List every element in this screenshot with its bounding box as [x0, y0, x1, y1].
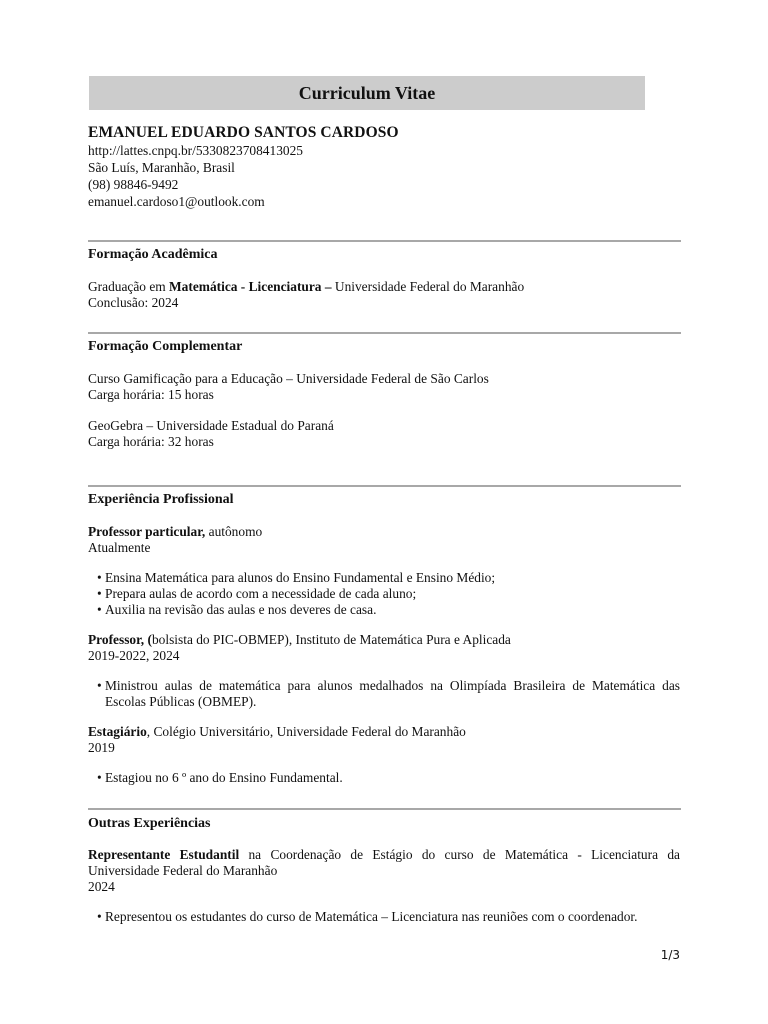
section-title-experiencia: Experiência Profissional [88, 492, 234, 507]
job-bullet: • Ensina Matemática para alunos do Ensino Fundamental e Ensino Médio; [88, 570, 680, 586]
section-title-formacao-complementar: Formação Complementar [88, 339, 243, 354]
job-header [88, 724, 680, 740]
degree-line [88, 279, 680, 295]
degree-institution: Universidade Federal do Maranhão [331, 279, 525, 294]
title-bar [89, 76, 645, 110]
job-bullet: • Estagiou no 6 º ano do Ensino Fundamental. [88, 770, 680, 786]
other-role: Representante Estudantil [88, 847, 240, 862]
other-detail: na Coordenação de Estágio do curso de Matemática - Licenciatura da Universidade Federal do Maranhão [88, 847, 680, 878]
course-item [88, 371, 680, 403]
person-name: EMANUEL EDUARDO SANTOS CARDOSO [88, 124, 399, 141]
degree-prefix: Graduação em [88, 279, 170, 294]
course-title: Curso Gamificação para a Educação – Universidade Federal de São Carlos [88, 371, 489, 386]
job-period: 2019-2022, 2024 [88, 648, 180, 663]
document-title: Curriculum Vitae [298, 82, 436, 103]
job-bullets [88, 678, 680, 710]
job-bullets [88, 770, 680, 786]
job-role: Professor, ( [88, 632, 152, 647]
job-period: 2019 [88, 740, 115, 755]
contact-block [88, 124, 680, 210]
job-period: Atualmente [88, 540, 151, 555]
job-role: Estagiário [88, 724, 147, 739]
job-role: Professor particular, [88, 524, 206, 539]
course-item [88, 418, 680, 450]
job-detail: bolsista do PIC-OBMEP), Instituto de Matemática Pura e Aplicada [151, 632, 511, 647]
job-entry [88, 524, 680, 618]
phone: (98) 98846-9492 [88, 177, 179, 192]
section-divider [88, 485, 681, 487]
job-detail: , Colégio Universitário, Universidade Federal do Maranhão [146, 724, 466, 739]
other-entry [88, 847, 680, 925]
lattes-link[interactable]: http://lattes.cnpq.br/5330823708413025 [88, 143, 303, 158]
section-divider [88, 332, 681, 334]
other-bullet: • Representou os estudantes do curso de Matemática – Licenciatura nas reuniões com o coordenador. [88, 909, 680, 925]
formacao-academica-block [88, 279, 680, 311]
course-hours: Carga horária: 15 horas [88, 387, 214, 402]
degree-conclusion: Conclusão: 2024 [88, 295, 179, 310]
section-title-outras: Outras Experiências [88, 816, 211, 831]
location: São Luís, Maranhão, Brasil [88, 160, 235, 175]
other-bullets [88, 909, 680, 925]
job-entry [88, 724, 680, 786]
job-header [88, 632, 680, 648]
page-number: 1/3 [660, 948, 680, 962]
job-bullet: • Auxilia na revisão das aulas e nos deveres de casa. [88, 602, 680, 618]
formacao-complementar-block [88, 371, 680, 450]
other-header [88, 847, 680, 879]
email[interactable]: emanuel.cardoso1@outlook.com [88, 194, 265, 209]
section-divider [88, 240, 681, 242]
degree-course: Matemática - Licenciatura – [169, 279, 332, 294]
other-period: 2024 [88, 879, 115, 894]
job-bullet: • Prepara aulas de acordo com a necessidade de cada aluno; [88, 586, 680, 602]
course-hours: Carga horária: 32 horas [88, 434, 214, 449]
job-header [88, 524, 680, 540]
job-bullets [88, 570, 680, 618]
job-bullet: • Ministrou aulas de matemática para alunos medalhados na Olimpíada Brasileira de Matemática das Escolas Públicas (OBMEP). [88, 678, 680, 710]
course-title: GeoGebra – Universidade Estadual do Paraná [88, 418, 334, 433]
section-divider [88, 808, 681, 810]
section-title-formacao-academica: Formação Acadêmica [88, 247, 218, 262]
job-detail: autônomo [205, 524, 263, 539]
job-entry [88, 632, 680, 710]
